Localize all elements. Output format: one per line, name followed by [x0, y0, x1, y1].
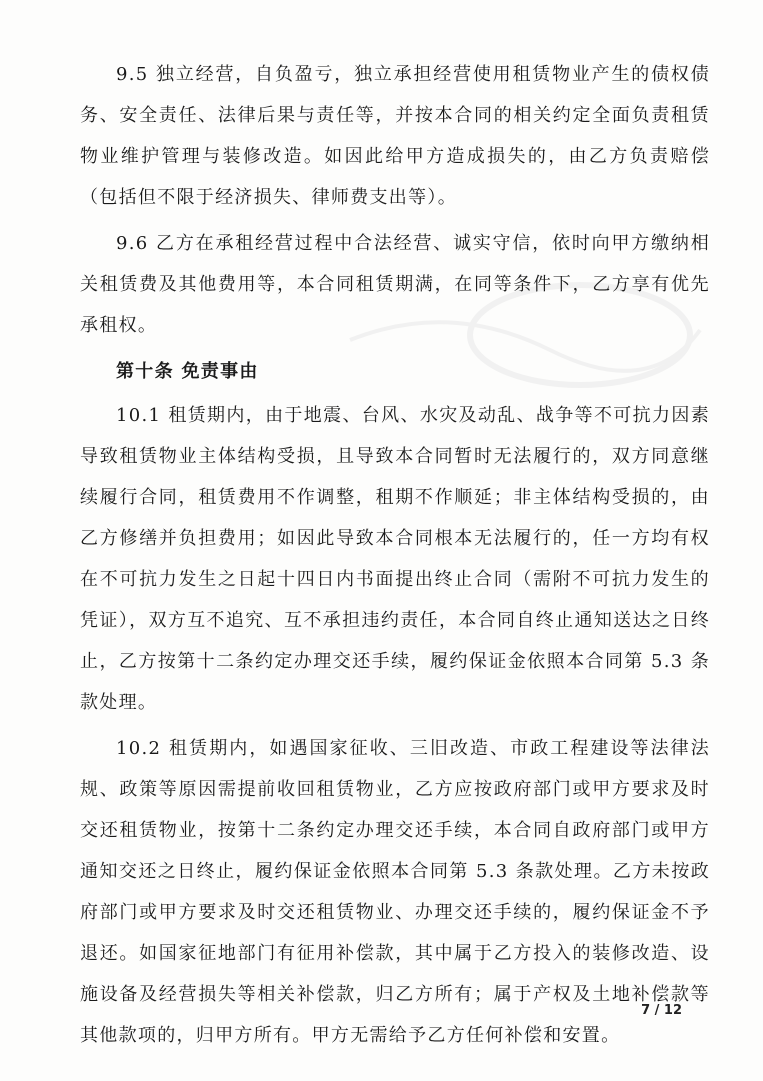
clause-9-5: 9.5 独立经营，自负盈亏，独立承担经营使用租赁物业产生的债权债务、安全责任、法律后果与责任等，并按本合同的相关约定全面负责租赁物业维护管理与装修改造。如因此给甲方造成损失的，由乙方负责赔偿（包括但不限于经济损失、律师费支出等）。 [80, 64, 710, 208]
section-heading-article-10: 第十条 免责事由 [116, 361, 259, 382]
clause-10-2: 10.2 租赁期内，如遇国家征收、三旧改造、市政工程建设等法律法规、政策等原因需提前收回租赁物业，乙方应按政府部门或甲方要求及时交还租赁物业，按第十二条约定办理交还手续，本合同自政府部门或甲方通知交还之日终止，履约保证金依照本合同第 5.3 条款处理。乙方未按政府部门或甲方要求及时交还租赁物业、办理交还手续的，履约保证金不予退还。如国家征地部门有征用补偿款，其中属于乙方投入的装修改造、设施设备及经营损失等相关补偿款，归乙方所有；属于产权及土地补偿款等其他款项的，归甲方所有。甲方无需给予乙方任何补偿和安置。 [80, 738, 710, 1046]
clause-9-6: 9.6 乙方在承租经营过程中合法经营、诚实守信，依时向甲方缴纳相关租赁费及其他费用等，本合同租赁期满，在同等条件下，乙方享有优先承租权。 [80, 233, 710, 336]
clause-10-1: 10.1 租赁期内，由于地震、台风、水灾及动乱、战争等不可抗力因素导致租赁物业主体结构受损，且导致本合同暂时无法履行的，双方同意继续履行合同，租赁费用不作调整，租期不作顺延；非主体结构受损的，由乙方修缮并负担费用；如因此导致本合同根本无法履行的，任一方均有权在不可抗力发生之日起十四日内书面提出终止合同（需附不可抗力发生的凭证），双方互不追究、互不承担违约责任，本合同自终止通知送达之日终止，乙方按第十二条约定办理交还手续，履约保证金依照本合同第 5.3 条款处理。 [80, 405, 710, 713]
page-number: 7 / 12 [641, 1003, 682, 1018]
document-body [80, 54, 710, 1061]
